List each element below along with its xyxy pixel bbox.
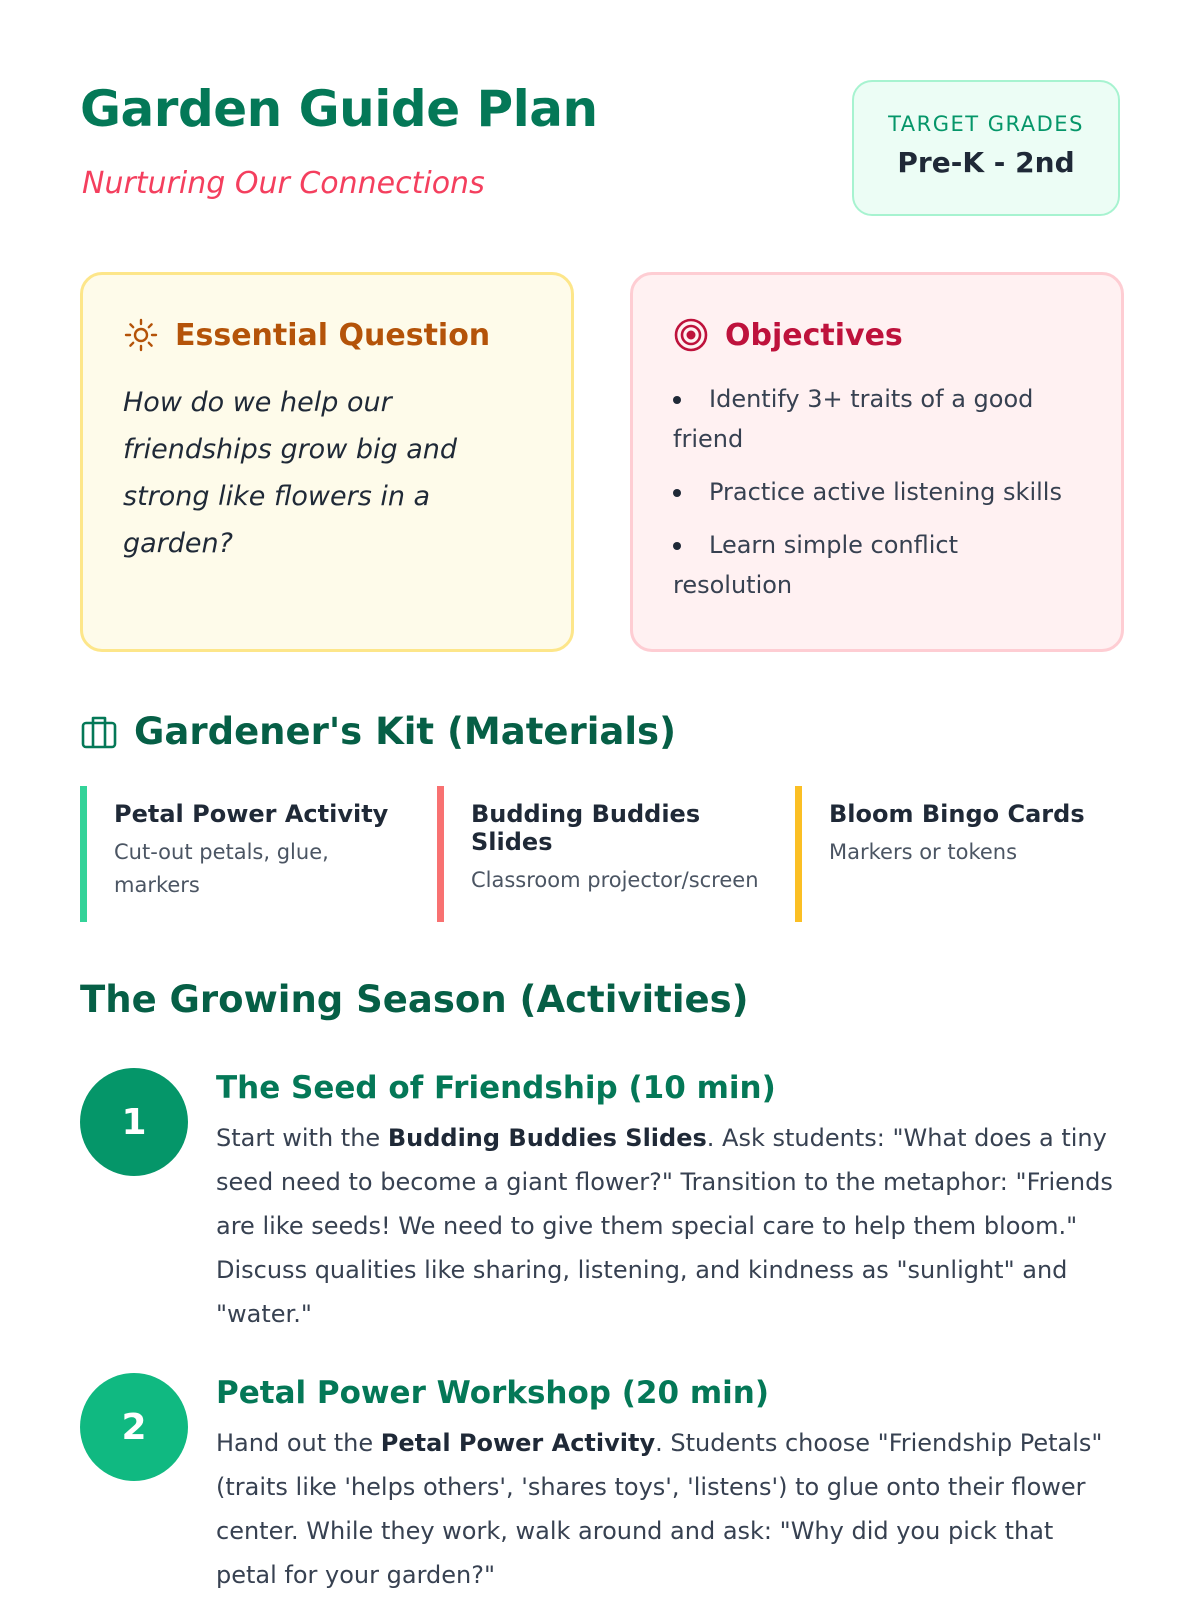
step-number-badge: 2 [80, 1373, 188, 1481]
essential-question-card [80, 272, 574, 652]
material-item [795, 786, 1125, 922]
material-reference: Budding Buddies Slides [387, 1124, 707, 1152]
objective-item: Practice active listening skills [673, 472, 1081, 512]
objectives-list [673, 379, 1081, 605]
step-number-badge: 1 [80, 1068, 188, 1176]
material-name: Bloom Bingo Cards [829, 800, 1085, 828]
essential-question-title: Essential Question [175, 317, 491, 353]
essential-question-text: How do we help our friendships grow big and strong like flowers in a garden? [123, 387, 458, 559]
activity-description: Start with the Budding Buddies Slides. Ask students: "What does a tiny seed need to become a giant flower?" Transition to the metaphor: "Friends are like seeds! We need to give them special care to help them bloom." Discuss qualities like sharing, listening, and kindness as "sunlight" and "water." [216, 1124, 1113, 1328]
objectives-card [630, 272, 1124, 652]
activities-title: The Growing Season (Activities) [80, 978, 749, 1021]
grade-label: TARGET GRADES [888, 112, 1084, 136]
materials-title: Gardener's Kit (Materials) [134, 710, 676, 753]
material-reference: Petal Power Activity [380, 1429, 656, 1457]
objective-item: Identify 3+ traits of a good friend [673, 379, 1081, 459]
material-name: Petal Power Activity [114, 800, 389, 828]
materials-header [80, 710, 676, 753]
sun-icon [123, 317, 159, 353]
activity-body [216, 1373, 1120, 1597]
material-item [80, 786, 410, 922]
activity-title: Petal Power Workshop (20 min) [216, 1375, 770, 1411]
activity-body [216, 1068, 1120, 1336]
page-header [80, 80, 1120, 220]
material-description: Cut-out petals, glue, markers [114, 840, 329, 897]
material-item [437, 786, 767, 922]
grade-value: Pre-K - 2nd [897, 146, 1075, 179]
material-description: Markers or tokens [829, 840, 1018, 864]
objectives-title: Objectives [725, 317, 903, 353]
page-title: Garden Guide Plan [80, 80, 598, 138]
target-icon [673, 317, 709, 353]
target-grades-badge [852, 80, 1120, 216]
material-name: Budding Buddies Slides [471, 800, 701, 856]
material-description: Classroom projector/screen [471, 868, 759, 892]
activity-description: Hand out the Petal Power Activity. Students choose "Friendship Petals" (traits like 'helps others', 'shares toys', 'listens') to glue onto their flower center. While they work, walk around and ask: "Why did you pick that petal for your garden?" [216, 1429, 1103, 1589]
briefcase-icon [80, 713, 118, 751]
objectives-header [673, 317, 1081, 353]
essential-question-header [123, 317, 531, 353]
page-subtitle: Nurturing Our Connections [82, 166, 485, 201]
activity-title: The Seed of Friendship (10 min) [216, 1070, 776, 1106]
objective-item: Learn simple conflict resolution [673, 525, 1081, 605]
